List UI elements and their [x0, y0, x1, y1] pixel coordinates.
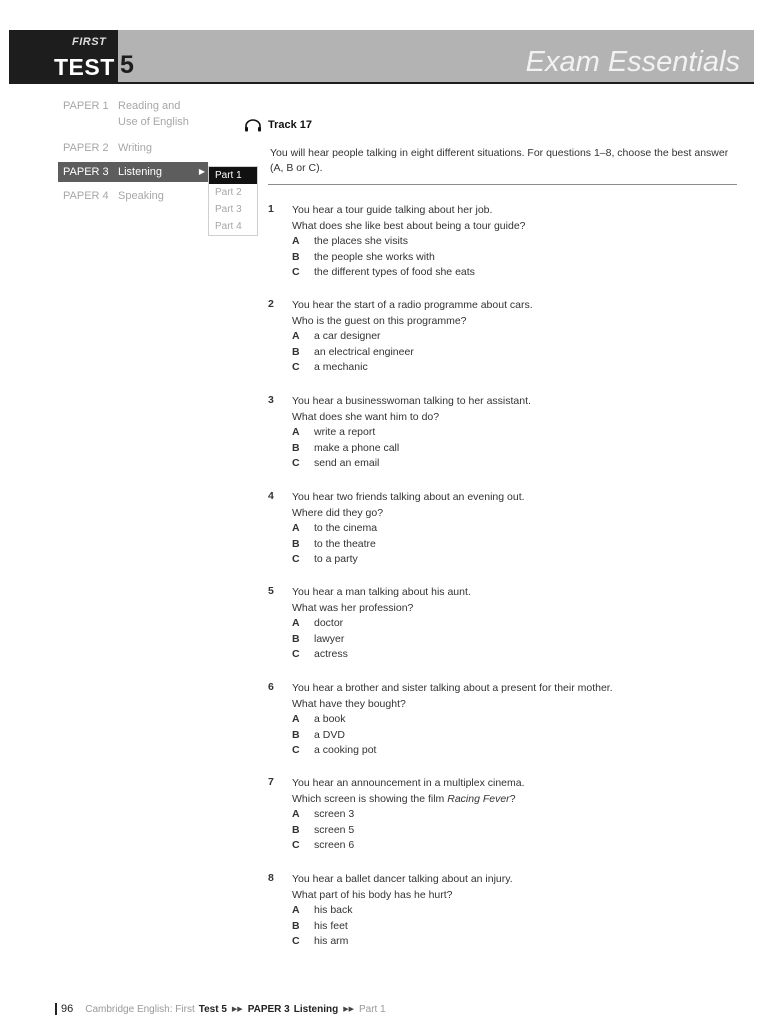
- paper-navigation: [58, 96, 208, 206]
- question-context: You hear a tour guide talking about her job.: [292, 204, 493, 216]
- question-number: 2: [268, 298, 274, 310]
- option-letter: A: [292, 330, 300, 342]
- double-arrow-icon: ▶▶: [343, 1006, 354, 1013]
- nav-paper-2[interactable]: [58, 138, 208, 158]
- answer-option[interactable]: [292, 552, 698, 568]
- option-letter: B: [292, 345, 300, 358]
- option-text: to a party: [314, 553, 358, 565]
- answer-option[interactable]: [292, 265, 698, 281]
- option-letter: C: [292, 553, 300, 565]
- option-text: actress: [314, 648, 348, 660]
- question-text-start: Which screen is showing the film: [292, 792, 448, 805]
- option-text: send an email: [314, 457, 380, 469]
- option-letter: B: [292, 728, 300, 741]
- answer-option[interactable]: [292, 934, 698, 950]
- option-letter: A: [292, 235, 300, 247]
- question-8: [268, 872, 698, 950]
- question-text: What was her profession?: [292, 601, 414, 614]
- answer-option[interactable]: [292, 360, 698, 376]
- option-text: a mechanic: [314, 361, 368, 373]
- track-heading: [244, 118, 312, 132]
- answer-option[interactable]: [292, 345, 698, 361]
- caret-right-icon: ▶: [198, 167, 205, 176]
- question-6: [268, 681, 698, 759]
- question-context: You hear a businesswoman talking to her assistant.: [292, 395, 531, 407]
- option-letter: C: [292, 266, 300, 278]
- option-text: his feet: [314, 919, 348, 932]
- answer-option[interactable]: [292, 807, 698, 823]
- question-context: You hear a ballet dancer talking about an injury.: [292, 873, 513, 885]
- option-letter: C: [292, 361, 300, 373]
- question-text: What part of his body has he hurt?: [292, 888, 453, 901]
- paper-number: PAPER 3: [63, 166, 109, 178]
- question-number: 4: [268, 490, 274, 502]
- answer-option[interactable]: [292, 823, 698, 839]
- option-text: screen 3: [314, 808, 355, 820]
- option-text: a car designer: [314, 330, 381, 342]
- option-letter: B: [292, 441, 300, 454]
- option-text: screen 6: [314, 839, 355, 851]
- answer-option[interactable]: [292, 537, 698, 553]
- nav-paper-1[interactable]: [58, 96, 208, 132]
- answer-option[interactable]: [292, 250, 698, 266]
- nav-paper-4[interactable]: [58, 186, 208, 206]
- question-number: 7: [268, 776, 274, 788]
- headphones-icon: [244, 118, 262, 132]
- footer-test: Test 5: [198, 1003, 227, 1015]
- question-text: What does she want him to do?: [292, 410, 440, 423]
- option-letter: C: [292, 935, 300, 947]
- option-text: a book: [314, 713, 346, 725]
- question-4: [268, 490, 698, 568]
- nav-part-3[interactable]: Part 3: [215, 204, 242, 215]
- question-context: You hear the start of a radio programme about cars.: [292, 299, 533, 311]
- option-letter: B: [292, 632, 300, 645]
- question-context: You hear two friends talking about an evening out.: [292, 491, 525, 503]
- answer-option[interactable]: [292, 441, 698, 457]
- option-text: doctor: [314, 617, 344, 629]
- question-text-end: ?: [509, 792, 516, 805]
- first-label: FIRST: [72, 36, 107, 48]
- answer-option[interactable]: [292, 616, 698, 632]
- option-text: an electrical engineer: [314, 345, 414, 358]
- question-number: 3: [268, 394, 274, 406]
- question-text: What does she like best about being a tour guide?: [292, 219, 526, 232]
- question-1: [268, 203, 698, 281]
- question-7: [268, 776, 698, 854]
- question-number: 8: [268, 872, 274, 884]
- paper-number: PAPER 4: [63, 190, 109, 202]
- answer-option[interactable]: [292, 728, 698, 744]
- page-number: 96: [55, 1003, 73, 1015]
- option-text: to the theatre: [314, 537, 376, 550]
- paper-label: Speaking: [118, 190, 164, 202]
- nav-part-4[interactable]: Part 4: [215, 221, 242, 232]
- answer-option[interactable]: [292, 632, 698, 648]
- option-letter: A: [292, 522, 300, 534]
- track-label: Track 17: [268, 119, 313, 131]
- test-label-block: [9, 30, 118, 82]
- option-letter: C: [292, 744, 300, 756]
- question-text: [292, 792, 698, 808]
- answer-option[interactable]: [292, 838, 698, 854]
- question-text: What have they bought?: [292, 697, 406, 710]
- option-text: a cooking pot: [314, 744, 377, 756]
- option-text: screen 5: [314, 823, 355, 836]
- option-text: write a report: [314, 426, 376, 438]
- option-letter: B: [292, 919, 300, 932]
- answer-option[interactable]: [292, 329, 698, 345]
- answer-option[interactable]: [292, 234, 698, 250]
- paper-number: PAPER 1: [63, 100, 109, 112]
- nav-part-2[interactable]: Part 2: [215, 187, 242, 198]
- option-text: a DVD: [314, 728, 345, 741]
- answer-option[interactable]: [292, 712, 698, 728]
- option-letter: A: [292, 808, 300, 820]
- answer-option[interactable]: [292, 521, 698, 537]
- answer-option[interactable]: [292, 903, 698, 919]
- option-text: the places she visits: [314, 235, 408, 247]
- series-title: Exam Essentials: [525, 46, 740, 78]
- option-letter: A: [292, 617, 300, 629]
- page-footer: [55, 1003, 386, 1015]
- nav-part-1[interactable]: Part 1: [209, 167, 257, 184]
- option-text: lawyer: [314, 632, 345, 645]
- part-navigation: [208, 166, 258, 236]
- option-letter: B: [292, 537, 300, 550]
- answer-option[interactable]: [292, 456, 698, 472]
- test-label: TEST: [54, 54, 115, 80]
- question-number: 6: [268, 681, 274, 693]
- answer-option[interactable]: [292, 743, 698, 759]
- option-text: his back: [314, 904, 353, 916]
- paper-label: Reading and: [118, 100, 181, 112]
- option-text: to the cinema: [314, 522, 378, 534]
- double-arrow-icon: ▶▶: [231, 1006, 243, 1013]
- question-context: You hear a brother and sister talking about a present for their mother.: [292, 682, 613, 694]
- paper-label: Listening: [118, 166, 163, 178]
- option-text: the people she works with: [314, 250, 435, 263]
- footer-part: Part 1: [358, 1003, 386, 1015]
- question-number: 1: [268, 203, 274, 215]
- option-letter: C: [292, 839, 300, 851]
- option-text: his arm: [314, 935, 349, 947]
- option-letter: B: [292, 250, 300, 263]
- question-2: [268, 298, 698, 376]
- option-letter: C: [292, 457, 300, 469]
- option-letter: C: [292, 648, 300, 660]
- option-text: the different types of food she eats: [314, 266, 475, 278]
- section-divider: [268, 184, 737, 185]
- film-title: Racing Fever: [447, 792, 510, 805]
- footer-paper: PAPER 3: [247, 1003, 290, 1015]
- footer-paper-name: Listening: [293, 1003, 339, 1015]
- answer-option[interactable]: [292, 919, 698, 935]
- question-text: Who is the guest on this programme?: [292, 314, 467, 327]
- question-5: [268, 585, 698, 663]
- answer-option[interactable]: [292, 425, 698, 441]
- paper-label: Use of English: [118, 116, 189, 128]
- instructions: You will hear people talking in eight different situations. For questions 1–8, choose the best answer (A, B or C).: [270, 147, 729, 174]
- header-divider: [9, 82, 754, 84]
- option-letter: A: [292, 426, 300, 438]
- option-letter: A: [292, 904, 300, 916]
- question-3: [268, 394, 698, 472]
- paper-number: PAPER 2: [63, 142, 109, 154]
- answer-option[interactable]: [292, 647, 698, 663]
- option-letter: B: [292, 823, 300, 836]
- nav-paper-3[interactable]: [58, 162, 208, 182]
- question-context: You hear an announcement in a multiplex cinema.: [292, 777, 525, 789]
- test-number: 5: [120, 51, 134, 79]
- book-title: Cambridge English: First: [85, 1003, 195, 1015]
- page-header: [9, 30, 754, 82]
- question-context: You hear a man talking about his aunt.: [292, 586, 471, 598]
- question-number: 5: [268, 585, 274, 597]
- paper-label: Writing: [118, 142, 153, 154]
- question-text: Where did they go?: [292, 506, 384, 519]
- option-text: make a phone call: [314, 441, 400, 454]
- option-letter: A: [292, 713, 300, 725]
